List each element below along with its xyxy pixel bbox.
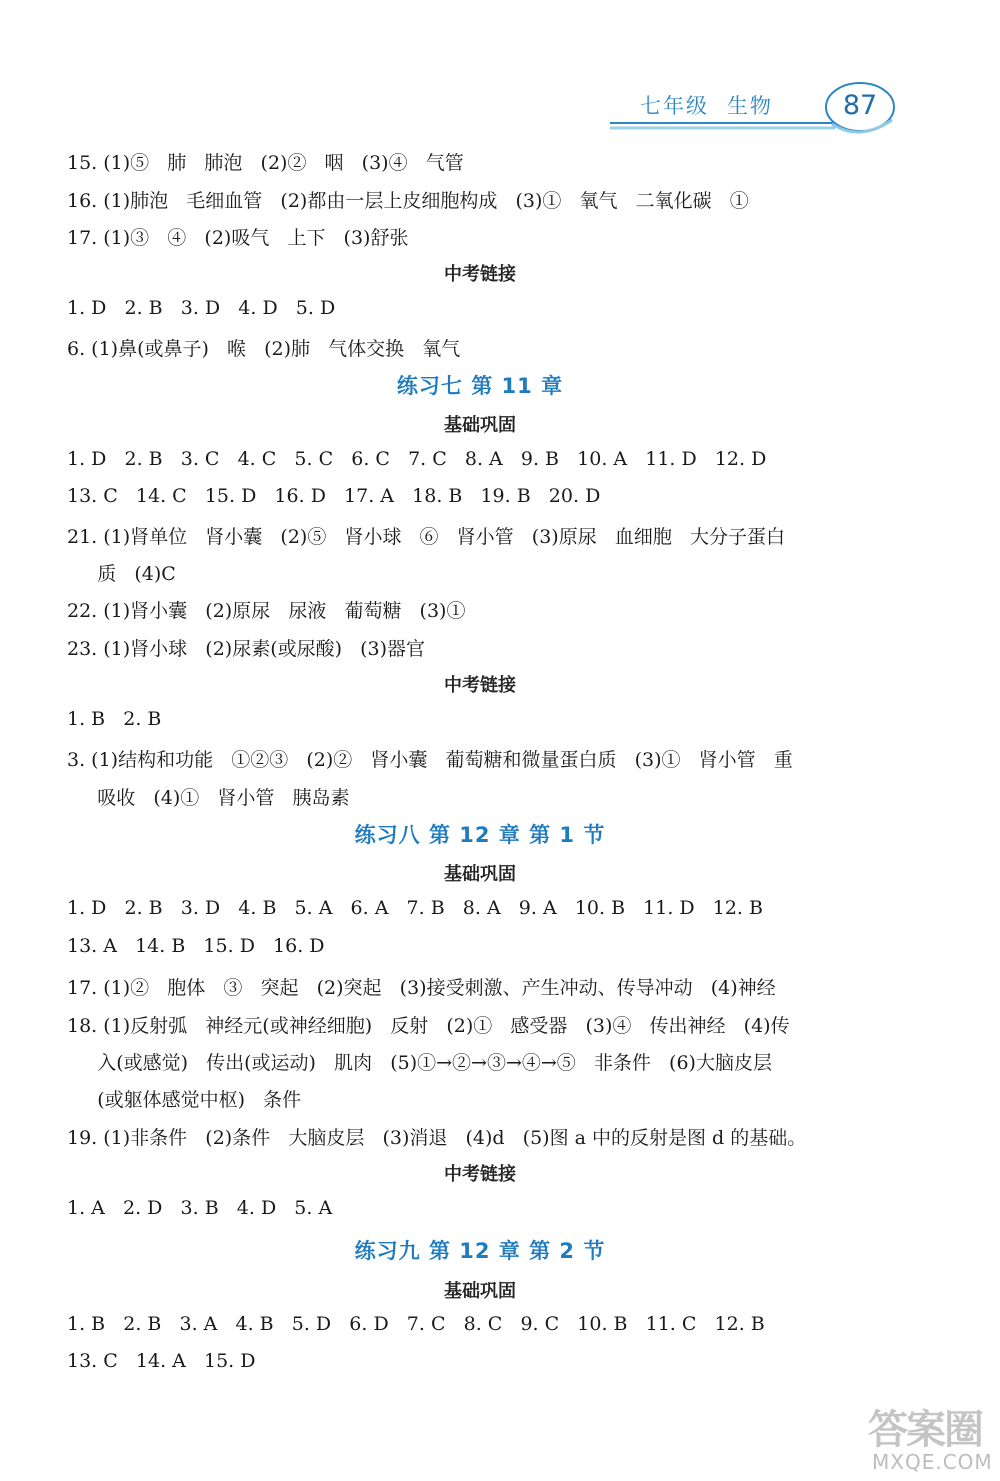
watermark-text: 答案圈: [868, 1407, 982, 1453]
answer-line: 18. (1)反射弧 神经元(或神经细胞) 反射 (2)① 感受器 (3)④ 传出神经 (4)传: [67, 1015, 790, 1037]
grade-label: 七年级: [640, 94, 709, 118]
answer-line: 6. (1)鼻(或鼻子) 喉 (2)肺 气体交换 氧气: [67, 338, 461, 360]
section-subheading: 基础巩固: [444, 415, 516, 436]
answer-line: 19. (1)非条件 (2)条件 大脑皮层 (3)消退 (4)d (5)图 a 中的反射是图 d 的基础。: [67, 1127, 807, 1149]
answer-line: 1. B 2. B 3. A 4. B 5. D 6. D 7. C 8. C 9. C 10. B 11. C 12. B: [67, 1313, 765, 1335]
answer-line: 3. (1)结构和功能 ①②③ (2)② 肾小囊 葡萄糖和微量蛋白质 (3)① 肾小管 重: [67, 749, 793, 771]
exercise-heading: 练习八 第 12 章 第 1 节: [354, 823, 606, 847]
answer-line: 23. (1)肾小球 (2)尿素(或尿酸) (3)器官: [67, 638, 426, 660]
header-title: [640, 90, 773, 120]
answer-line: 质 (4)C: [67, 563, 176, 585]
section-subheading: 中考链接: [444, 675, 516, 696]
answer-line: 13. C 14. C 15. D 16. D 17. A 18. B 19. B 20. D: [67, 485, 601, 507]
answer-line: 22. (1)肾小囊 (2)原尿 尿液 葡萄糖 (3)①: [67, 600, 466, 622]
answer-line: 1. D 2. B 3. D 4. B 5. A 6. A 7. B 8. A 9. A 10. B 11. D 12. B: [67, 897, 763, 919]
watermark-logo: [868, 1398, 993, 1476]
page-header: [0, 0, 1000, 150]
answer-line: 17. (1)② 胞体 ③ 突起 (2)突起 (3)接受刺激、产生冲动、传导冲动 (4)神经: [67, 977, 776, 999]
answer-line: 1. B 2. B: [67, 708, 162, 730]
answer-line: (或躯体感觉中枢) 条件: [67, 1089, 302, 1111]
answer-line: 15. (1)⑤ 肺 肺泡 (2)② 咽 (3)④ 气管: [67, 152, 464, 174]
section-subheading: 中考链接: [444, 264, 516, 285]
section-subheading: 中考链接: [444, 1164, 516, 1185]
watermark-url: MXQE.COM: [872, 1450, 993, 1474]
section-subheading: 基础巩固: [444, 864, 516, 885]
subject-label: 生物: [727, 94, 773, 118]
answer-line: 21. (1)肾单位 肾小囊 (2)⑤ 肾小球 ⑥ 肾小管 (3)原尿 血细胞 大分子蛋白: [67, 526, 785, 548]
answer-line: 入(或感觉) 传出(或运动) 肌肉 (5)①→②→③→④→⑤ 非条件 (6)大脑皮层: [67, 1052, 772, 1074]
answer-line: 17. (1)③ ④ (2)吸气 上下 (3)舒张: [67, 227, 409, 249]
answer-line: 吸收 (4)① 肾小管 胰岛素: [67, 787, 350, 809]
answer-line: 13. A 14. B 15. D 16. D: [67, 935, 325, 957]
answer-line: 1. A 2. D 3. B 4. D 5. A: [67, 1197, 333, 1219]
answer-line: 1. D 2. B 3. D 4. D 5. D: [67, 297, 336, 319]
exercise-heading: 练习七 第 11 章: [396, 374, 564, 398]
answer-line: 13. C 14. A 15. D: [67, 1350, 256, 1372]
section-subheading: 基础巩固: [444, 1281, 516, 1302]
answer-line: 1. D 2. B 3. C 4. C 5. C 6. C 7. C 8. A 9. B 10. A 11. D 12. D: [67, 448, 767, 470]
page-number: 87: [842, 90, 878, 121]
exercise-heading: 练习九 第 12 章 第 2 节: [354, 1239, 606, 1263]
answer-line: 16. (1)肺泡 毛细血管 (2)都由一层上皮细胞构成 (3)① 氧气 二氧化碳 ①: [67, 190, 749, 212]
